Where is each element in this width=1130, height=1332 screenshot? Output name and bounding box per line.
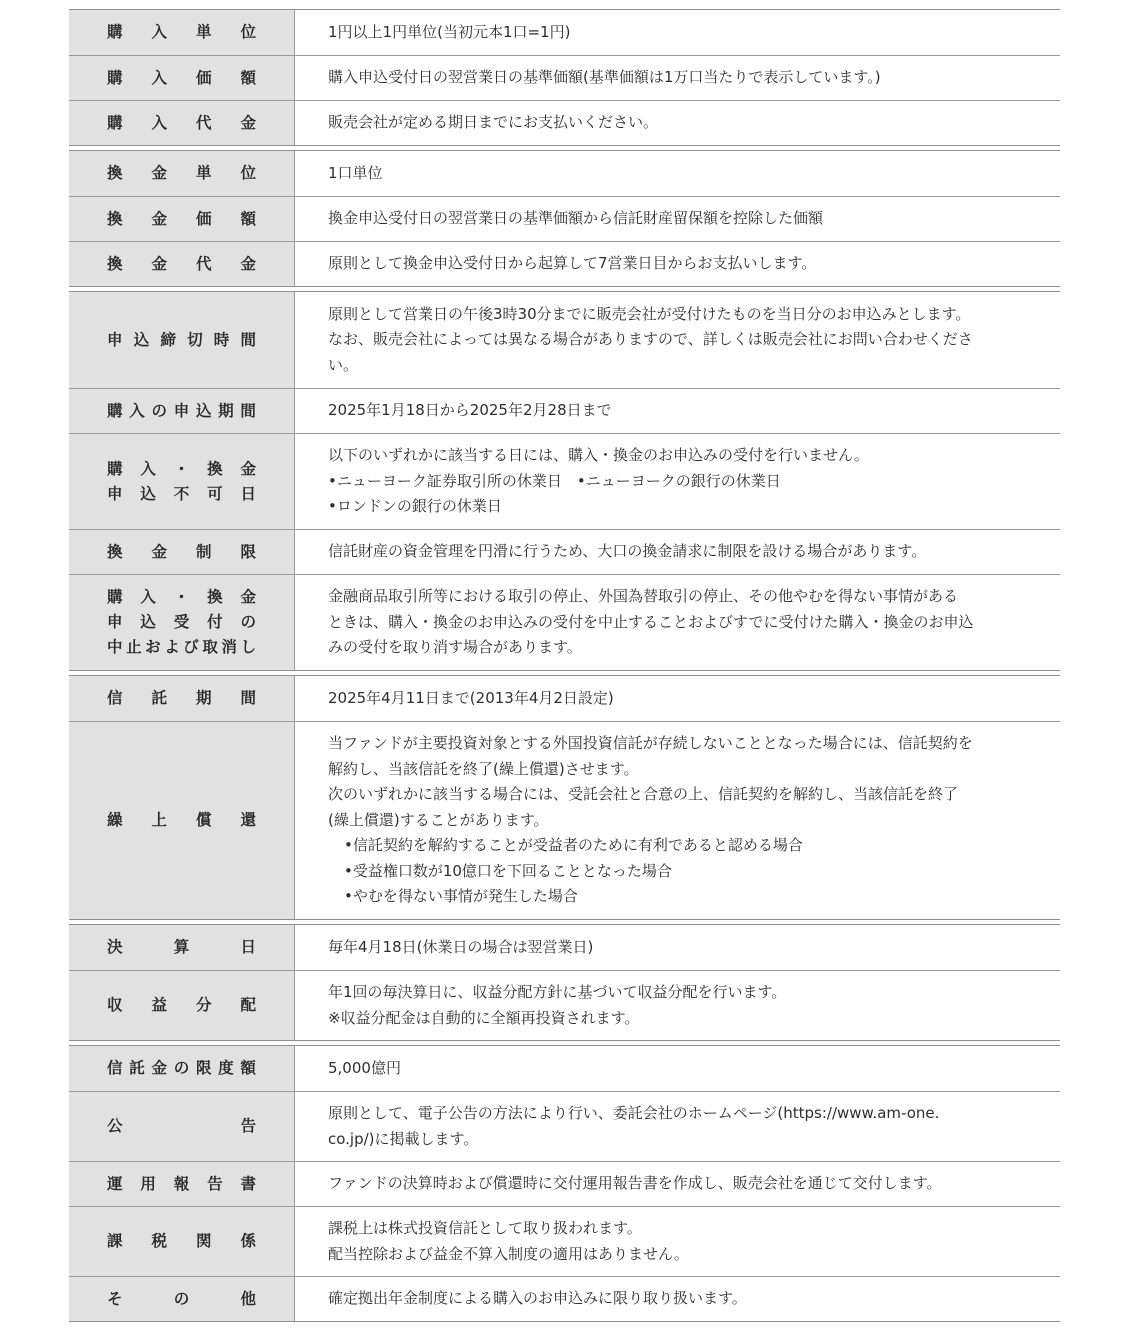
row-value-line: •ニューヨーク証券取引所の休業日 •ニューヨークの銀行の休業日 (328, 471, 781, 490)
row-label (69, 292, 295, 388)
row-value-line: 1口単位 (328, 163, 383, 182)
row-label-line: 繰 上 償 還 (107, 811, 256, 829)
row-label-line: 申 込 受 付 の (107, 613, 256, 631)
row-value (295, 56, 1060, 100)
row-label-line: 換 金 単 位 (107, 164, 256, 182)
row-label (69, 151, 295, 196)
row-value-line: みの受付を取り消す場合があります。 (328, 638, 582, 657)
row-label (69, 676, 295, 721)
row-value-line: 換金申込受付日の翌営業日の基準価額から信託財産留保額を控除した価額 (328, 209, 824, 228)
row-value (295, 242, 1060, 286)
row-value-line: 原則として換金申込受付日から起算して7営業日目からお支払いします。 (328, 254, 817, 273)
row-value-line: ときは、購入・換金のお申込みの受付を中止することおよびすでに受付けた購入・換金のお申込 (328, 612, 974, 631)
row-trust-term (69, 676, 1060, 721)
row-label-line: 換 金 代 金 (107, 254, 256, 273)
row-value (295, 1092, 1060, 1161)
row-label-line: 決 算 日 (107, 938, 256, 956)
row-value (295, 971, 1060, 1040)
row-value-line: •受益権口数が10億口を下回ることとなった場合 (344, 861, 672, 880)
row-value-line: 2025年1月18日から2025年2月28日まで (328, 401, 612, 420)
row-value-line: 金融商品取引所等における取引の停止、外国為替取引の停止、その他やむを得ない事情がある (328, 587, 959, 606)
row-value-line: 毎年4月18日(休業日の場合は翌営業日) (328, 937, 594, 956)
row-purchase-payment (69, 100, 1060, 145)
row-value-line: 以下のいずれかに該当する日には、購入・換金のお申込みの受付を行いません。 (328, 446, 869, 465)
row-label-line: 購 入 の 申 込 期 間 (107, 401, 256, 420)
table-section (69, 9, 1060, 146)
row-label (69, 575, 295, 670)
row-value-line: (繰上償還)することがあります。 (328, 810, 549, 829)
table-section (69, 675, 1060, 920)
row-value (295, 197, 1060, 241)
row-value-line: なお、販売会社によっては異なる場合がありますので、詳しくは販売会社にお問い合わせくださ (328, 330, 973, 349)
row-distribution (69, 970, 1060, 1040)
row-value (295, 1046, 1060, 1091)
row-value-line: 次のいずれかに該当する場合には、受託会社と合意の上、信託契約を解約し、当該信託を終了 (328, 785, 959, 804)
row-value-line: 解約し、当該信託を終了(繰上償還)させます。 (328, 759, 639, 778)
row-value-line: 2025年4月11日まで(2013年4月2日設定) (328, 688, 614, 707)
row-value-line: 1円以上1円単位(当初元本1口=1円) (328, 22, 571, 41)
row-label (69, 1092, 295, 1161)
row-value-line: 販売会社が定める期日までにお支払いください。 (328, 113, 659, 132)
row-value-line: 5,000億円 (328, 1058, 401, 1077)
row-value-line: co.jp/)に掲載します。 (328, 1129, 479, 1148)
row-label-line: 申 込 締 切 時 間 (107, 330, 256, 349)
row-value-line: •信託契約を解約することが受益者のために有利であると認める場合 (344, 836, 803, 855)
row-label (69, 722, 295, 919)
row-value-line: 原則として営業日の午後3時30分までに販売会社が受付けたものを当日分のお申込みとします。 (328, 304, 971, 323)
row-value (295, 676, 1060, 721)
table-section (69, 1045, 1060, 1322)
row-redemption-unit (69, 151, 1060, 196)
row-purchase-price (69, 55, 1060, 100)
row-label-line: 中 止 お よ び 取 消 し (107, 638, 256, 656)
row-label-line: 信 託 金 の 限 度 額 (107, 1059, 256, 1077)
row-value-line: •やむを得ない事情が発生した場合 (344, 887, 578, 906)
row-label (69, 1277, 295, 1321)
row-value-line: 原則として、電子公告の方法により行い、委託会社のホームページ(https://www.am-one. (328, 1104, 940, 1122)
row-value (295, 925, 1060, 970)
row-label (69, 197, 295, 241)
fund-terms-table (69, 9, 1060, 1322)
row-redemption-limit (69, 529, 1060, 574)
row-value (295, 1277, 1060, 1321)
row-value-line: 確定拠出年金制度による購入のお申込みに限り取り扱います。 (328, 1289, 747, 1308)
row-value-line: ※収益分配金は自動的に全額再投資されます。 (328, 1008, 640, 1027)
row-public-notice (69, 1091, 1060, 1161)
row-label-line: 運 用 報 告 書 (107, 1174, 256, 1193)
row-purchase-unit (69, 10, 1060, 55)
table-section (69, 924, 1060, 1041)
row-value (295, 151, 1060, 196)
row-taxation (69, 1206, 1060, 1276)
row-redemption-price (69, 196, 1060, 241)
row-value (295, 1207, 1060, 1276)
row-label-line: 課 税 関 係 (107, 1232, 256, 1250)
row-label-line: 換 金 制 限 (107, 542, 256, 561)
row-value-line: 購入申込受付日の翌営業日の基準価額(基準価額は1万口当たりで表示しています。) (328, 68, 881, 87)
row-label-line: 購 入 ・ 換 金 (107, 459, 256, 478)
row-value (295, 722, 1060, 919)
row-label (69, 971, 295, 1040)
row-value-line: •ロンドンの銀行の休業日 (328, 497, 502, 516)
row-value-line: い。 (328, 355, 359, 374)
table-section (69, 150, 1060, 287)
row-label (69, 242, 295, 286)
row-trust-limit (69, 1046, 1060, 1091)
row-purchase-period (69, 388, 1060, 433)
row-suspension-cancellation (69, 574, 1060, 670)
row-value-line: 配当控除および益金不算入制度の適用はありません。 (328, 1244, 689, 1263)
row-value (295, 1162, 1060, 1206)
row-closing-date (69, 925, 1060, 970)
row-other (69, 1276, 1060, 1321)
row-value-line: 課税上は株式投資信託として取り扱われます。 (328, 1219, 642, 1237)
table-section (69, 291, 1060, 671)
row-non-business-days (69, 433, 1060, 529)
row-application-cutoff (69, 292, 1060, 388)
row-value (295, 101, 1060, 145)
row-value-line: 信託財産の資金管理を円滑に行うため、大口の換金請求に制限を設ける場合があります。 (328, 542, 927, 561)
row-value (295, 292, 1060, 388)
row-label-line: 購 入 代 金 (107, 113, 256, 132)
row-label-line: 収 益 分 配 (107, 996, 256, 1014)
row-early-redemption (69, 721, 1060, 919)
row-value (295, 575, 1060, 670)
row-label (69, 1046, 295, 1091)
row-label-line: 購 入 価 額 (107, 68, 256, 87)
row-label (69, 1162, 295, 1206)
row-label (69, 1207, 295, 1276)
row-value (295, 530, 1060, 574)
row-label (69, 56, 295, 100)
row-value (295, 10, 1060, 55)
row-label (69, 530, 295, 574)
row-value (295, 389, 1060, 433)
row-value-line: ファンドの決算時および償還時に交付運用報告書を作成し、販売会社を通じて交付します。 (328, 1174, 942, 1193)
row-label-line: そ の 他 (107, 1289, 256, 1308)
row-label-line: 購 入 単 位 (107, 23, 256, 41)
row-value (295, 434, 1060, 529)
row-label-line: 信 託 期 間 (107, 689, 256, 707)
row-management-report (69, 1161, 1060, 1206)
row-label-line: 換 金 価 額 (107, 209, 256, 228)
row-redemption-payment (69, 241, 1060, 286)
row-label (69, 925, 295, 970)
row-label (69, 101, 295, 145)
row-label (69, 10, 295, 55)
row-label-line: 公 告 (107, 1117, 256, 1135)
row-label-line: 申 込 不 可 日 (107, 484, 256, 503)
row-value-line: 年1回の毎決算日に、収益分配方針に基づいて収益分配を行います。 (328, 983, 787, 1001)
row-label (69, 389, 295, 433)
row-label (69, 434, 295, 529)
row-value-line: 当ファンドが主要投資対象とする外国投資信託が存続しないこととなった場合には、信託契約を (328, 734, 973, 753)
row-label-line: 購 入 ・ 換 金 (107, 588, 256, 606)
